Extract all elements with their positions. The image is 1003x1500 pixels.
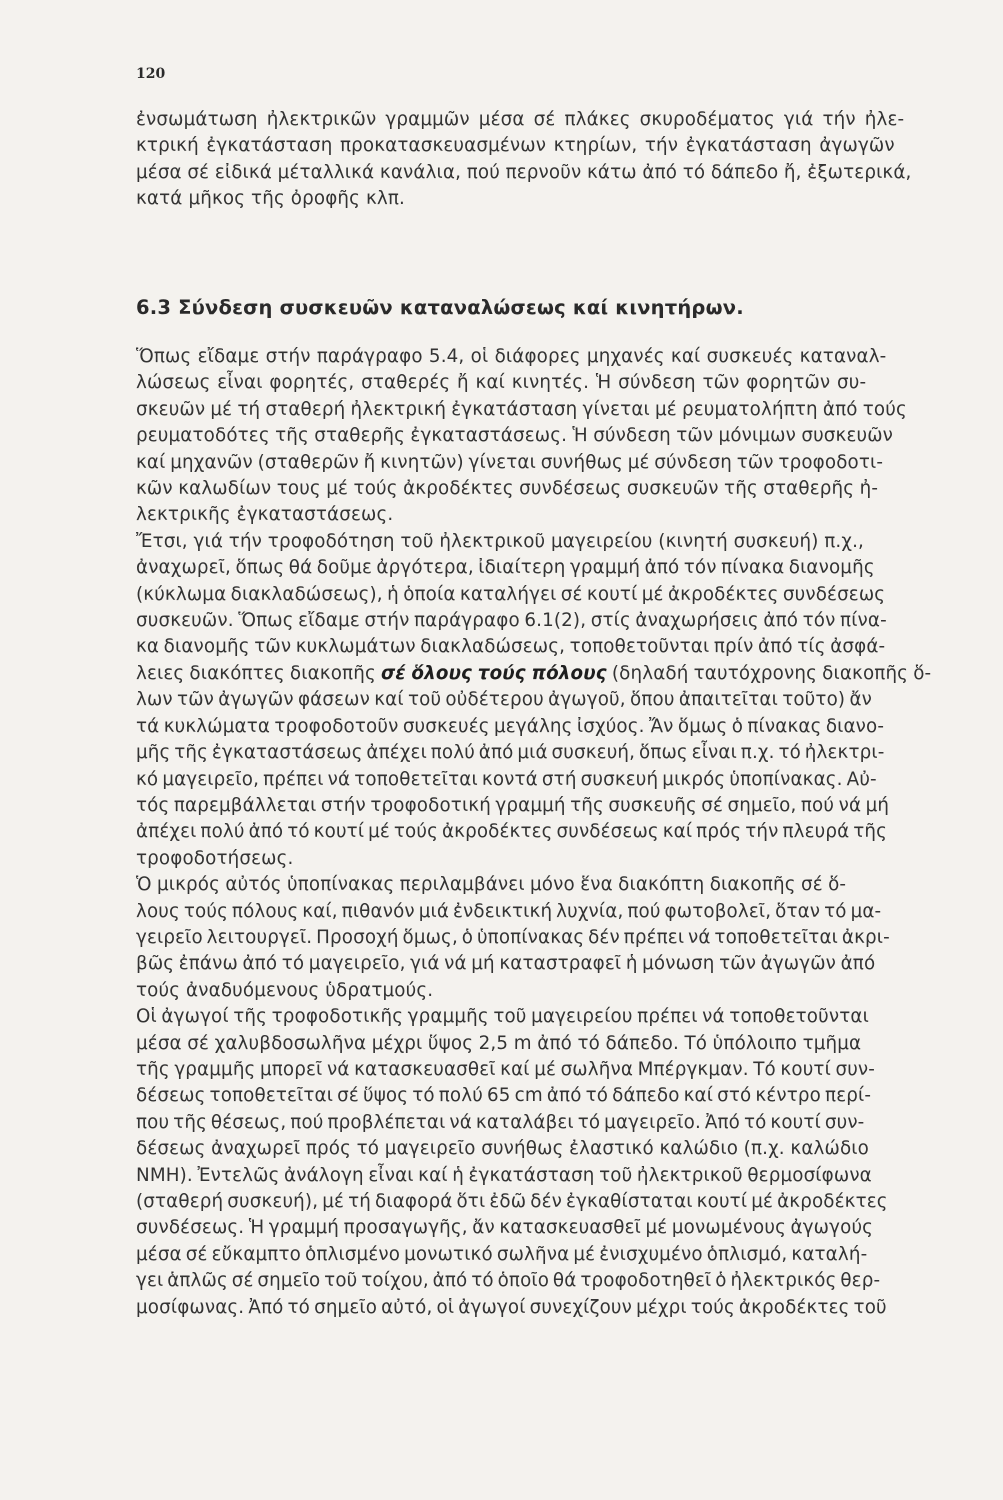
text-line: Οἱ ἀγωγοί τῆς τροφοδοτικῆς γραμμῆς τοῦ μαγειρείου πρέπει νά τοποθετοῦνται [136, 1006, 869, 1028]
text-line: τῆς γραμμῆς μπορεῖ νά κατασκευασθεῖ καί μέ σωλῆνα Μπέργκμαν. Τό κουτί συν- [136, 1058, 876, 1080]
text-line: μέσα σέ εὔκαμπτο ὁπλισμένο μονωτικό σωλῆνα μέ ἐνισχυμένο ὁπλισμό, καταλή- [136, 1243, 868, 1265]
text-line: λων τῶν ἀγωγῶν φάσεων καί τοῦ οὐδέτερου ἀγωγοῦ, ὅπου ἀπαιτεῖται τοῦτο) ἄν [136, 689, 873, 711]
text-line: σκευῶν μέ τή σταθερή ἠλεκτρική ἐγκατάσταση γίνεται μέ ρευματολήπτη ἀπό τούς [136, 398, 907, 420]
text-line: δέσεως τοποθετεῖται σέ ὕψος τό πολύ 65 cm ἀπό τό δάπεδο καί στό κέντρο περί- [136, 1085, 872, 1107]
text-line: γει ἁπλῶς σέ σημεῖο τοῦ τοίχου, ἀπό τό ὁποῖο θά τροφοδοτηθεῖ ὁ ἠλεκτρικός θερ- [136, 1270, 881, 1292]
text-line: Ἔτσι, γιά τήν τροφοδότηση τοῦ ἠλεκτρικοῦ μαγειρείου (κινητή συσκευή) π.χ., [136, 530, 864, 552]
text-line: κατά μῆκος τῆς ὀροφῆς κλπ. [136, 188, 406, 210]
text-line: ρευματοδότες τῆς σταθερῆς ἐγκαταστάσεως. Ἡ σύνδεση τῶν μόνιμων συσκευῶν [136, 425, 894, 447]
text-line: ἀναχωρεῖ, ὅπως θά δοῦμε ἀργότερα, ἰδιαίτερη γραμμή ἀπό τόν πίνακα διανομῆς [136, 557, 875, 579]
text-line: που τῆς θέσεως, πού προβλέπεται νά καταλάβει τό μαγειρεῖο. Ἀπό τό κουτί συν- [136, 1111, 865, 1133]
emphasis-all-poles: σέ ὅλους τούς πόλους [381, 662, 607, 684]
text-segment: λειες διακόπτες διακοπῆς [136, 662, 376, 684]
text-line: τούς ἀναδυόμενους ὑδρατμούς. [136, 979, 434, 1001]
text-line: καί μηχανῶν (σταθερῶν ἤ κινητῶν) γίνεται συνήθως μέ σύνδεση τῶν τροφοδοτι- [136, 451, 884, 473]
text-line: (σταθερή συσκευή), μέ τή διαφορά ὅτι ἐδῶ δέν ἐγκαθίσταται κουτί μέ ἀκροδέκτες [136, 1191, 888, 1212]
page-number: 120 [136, 66, 166, 82]
body-text [136, 344, 958, 1321]
section-heading: 6.3 Σύνδεση συσκευῶν καταναλώσεως καί κινητήρων. [136, 296, 744, 319]
text-line: συνδέσεως. Ἡ γραμμή προσαγωγῆς, ἄν κατασκευασθεῖ μέ μονωμένους ἀγωγούς [136, 1217, 874, 1239]
text-line [136, 661, 958, 687]
text-line: κτρική ἐγκατάσταση προκατασκευασμένων κτηρίων, τήν ἐγκατάσταση ἀγωγῶν [136, 135, 895, 157]
text-line: τά κυκλώματα τροφοδοτοῦν συσκευές μεγάλης ἰσχύος. Ἄν ὅμως ὁ πίνακας διανο- [136, 715, 885, 737]
text-line: μέσα σέ χαλυβδοσωλῆνα μέχρι ὕψος 2,5 m ἀπό τό δάπεδο. Τό ὑπόλοιπο τμῆμα [136, 1032, 862, 1054]
text-line: συσκευῶν. Ὅπως εἴδαμε στήν παράγραφο 6.1(2), στίς ἀναχωρήσεις ἀπό τόν πίνα- [136, 610, 887, 632]
text-line: Ὁ μικρός αὐτός ὑποπίνακας περιλαμβάνει μόνο ἕνα διακόπτη διακοπῆς σέ ὅ- [136, 874, 847, 896]
text-line: ἀπέχει πολύ ἀπό τό κουτί μέ τούς ἀκροδέκτες συνδέσεως καί πρός τήν πλευρά τῆς [136, 821, 888, 843]
text-line: (κύκλωμα διακλαδώσεως), ἡ ὁποία καταλήγει σέ κουτί μέ ἀκροδέκτες συνδέσεως [136, 583, 886, 605]
text-line: κό μαγειρεῖο, πρέπει νά τοποθετεῖται κοντά στή συσκευή μικρός ὑποπίνακας. Αὐ- [136, 768, 877, 790]
text-line: Ὅπως εἴδαμε στήν παράγραφο 5.4, οἱ διάφορες μηχανές καί συσκευές καταναλ- [136, 346, 887, 367]
text-segment: (δηλαδή ταυτόχρονης διακοπῆς ὅ- [611, 662, 932, 684]
text-line: κα διανομῆς τῶν κυκλωμάτων διακλαδώσεως, τοποθετοῦνται πρίν ἀπό τίς ἀσφά- [136, 636, 886, 658]
text-line: τροφοδοτήσεως. [136, 847, 294, 869]
text-line: λεκτρικῆς ἐγκαταστάσεως. [136, 504, 394, 526]
text-line: δέσεως ἀναχωρεῖ πρός τό μαγειρεῖο συνήθως ἐλαστικό καλώδιο (π.χ. καλώδιο [136, 1138, 869, 1160]
text-line: γειρεῖο λειτουργεῖ. Προσοχή ὅμως, ὁ ὑποπίνακας δέν πρέπει νά τοποθετεῖται ἀκρι- [136, 926, 890, 948]
text-line: λώσεως εἶναι φορητές, σταθερές ἤ καί κινητές. Ἡ σύνδεση τῶν φορητῶν συ- [136, 372, 867, 394]
intro-paragraph [136, 107, 958, 213]
text-line: τός παρεμβάλλεται στήν τροφοδοτική γραμμή τῆς συσκευῆς σέ σημεῖο, πού νά μή [136, 794, 890, 816]
text-line: μοσίφωνας. Ἀπό τό σημεῖο αὐτό, οἱ ἀγωγοί συνεχίζουν μέχρι τούς ἀκροδέκτες τοῦ [136, 1296, 887, 1318]
text-line: λους τούς πόλους καί, πιθανόν μιά ἐνδεικτική λυχνία, πού φωτοβολεῖ, ὅταν τό μα- [136, 900, 882, 922]
text-line: βῶς ἐπάνω ἀπό τό μαγειρεῖο, γιά νά μή καταστραφεῖ ἡ μόνωση τῶν ἀγωγῶν ἀπό [136, 953, 876, 975]
text-line: μέσα σέ εἰδικά μέταλλικά κανάλια, πού περνοῦν κάτω ἀπό τό δάπεδο ἤ, ἐξωτερικά, [136, 161, 912, 183]
text-line: μῆς τῆς ἐγκαταστάσεως ἀπέχει πολύ ἀπό μιά συσκευή, ὅπως εἶναι π.χ. τό ἠλεκτρι- [136, 742, 885, 764]
text-line: κῶν καλωδίων τους μέ τούς ἀκροδέκτες συνδέσεως συσκευῶν τῆς σταθερῆς ἠ- [136, 478, 879, 500]
text-line: NMH). Ἐντελῶς ἀνάλογη εἶναι καί ἡ ἐγκατάσταση τοῦ ἠλεκτρικοῦ θερμοσίφωνα [136, 1164, 872, 1186]
text-line: ἐνσωμάτωση ἠλεκτρικῶν γραμμῶν μέσα σέ πλάκες σκυροδέματος γιά τήν ἠλε- [136, 109, 905, 130]
